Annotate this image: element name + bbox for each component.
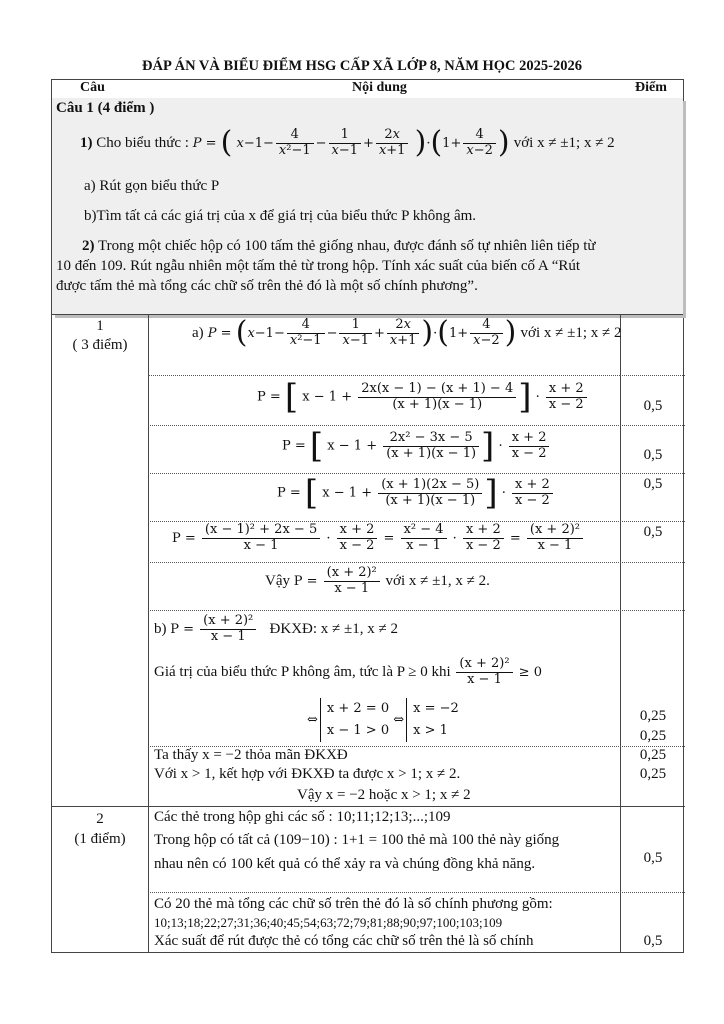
row-divider	[148, 425, 685, 426]
q2-line5: 10;13;18;22;27;31;36;40;45;54;63;72;79;81;88;90;97;100;103;109	[154, 915, 503, 930]
score-b4: 0,25	[639, 766, 667, 782]
answer-b-line2: Giá trị của biểu thức P không âm, tức là P ≥ 0 khi $\frac{\text{(x + 2)²}}{x - 1}$ ≥ 0	[154, 656, 542, 687]
answer-table	[51, 79, 684, 953]
score-b2: 0,25	[639, 728, 667, 744]
check-line: Ta thấy x = −2 thỏa mãn ĐKXĐ	[154, 747, 348, 763]
row-divider	[148, 892, 685, 893]
score-step1: 0,5	[643, 398, 663, 414]
part1-text: Cho biểu thức :	[96, 134, 189, 151]
part2-line1: Trong một chiếc hộp có 100 tấm thẻ giống nhau, được đánh số tự nhiên liên tiếp từ	[94, 238, 596, 254]
q1-label: 1	[96, 318, 104, 334]
part1-label: 1)	[80, 134, 93, 151]
question-box	[52, 98, 683, 315]
score-step3: 0,5	[643, 476, 663, 492]
q2-line6: Xác suất để rút được thẻ có tổng các chữ số trên thẻ là số chính	[154, 933, 534, 949]
answer-a-condition: với x ≠ ±1; x ≠ 2	[520, 324, 622, 341]
answer-b-systems: ⇔ x + 2 = 0 x − 1 > 0 ⇔ x = −2 x > 1	[307, 698, 459, 742]
system-2-eq1: x = −2	[413, 701, 459, 716]
system-1-eq2: x − 1 > 0	[326, 723, 390, 738]
combine-line: Với x > 1, kết hợp với ĐKXĐ ta được x > 1; x ≠ 2.	[154, 766, 461, 782]
header-noi-dung: Nội dung	[352, 80, 407, 95]
answer-b-dkxd: ĐKXĐ: x ≠ ±1, x ≠ 2	[269, 620, 398, 637]
row-divider	[148, 610, 685, 611]
conclusion-a-condition: với x ≠ ±1, x ≠ 2.	[385, 572, 490, 589]
question-part1	[80, 125, 615, 161]
system-1-eq1: x + 2 = 0	[326, 701, 390, 716]
q2-label: 2	[96, 811, 104, 827]
score-step4: 0,5	[643, 524, 663, 540]
column-divider	[148, 314, 149, 952]
step-3-formula: P = [ x − 1 + $\frac{(x + 1)(2x - 5)}{(x + 1)(x - 1)}$ ] · $\frac{x + 2}{x - 2}$	[277, 476, 555, 510]
header-cau: Câu	[80, 80, 105, 95]
conclusion-a-prefix: Vậy	[265, 572, 290, 589]
question-heading: Câu 1 (4 điểm )	[56, 100, 155, 116]
q2-line4: Có 20 thẻ mà tổng các chữ số trên thẻ đó là số chính phương gồm:	[154, 896, 553, 912]
part1-b: b)Tìm tất cả các giá trị của x để giá trị của biểu thức P không âm.	[84, 208, 477, 224]
score-q2-b: 0,5	[643, 933, 663, 949]
q2-points: (1 điểm)	[74, 831, 126, 847]
conclusion-b: Vậy x = −2 hoặc x > 1; x ≠ 2	[297, 787, 471, 803]
answer-b-condition-text: Giá trị của biểu thức P không âm, tức là P ≥ 0 khi	[154, 663, 451, 680]
answer-a-label: a)	[192, 324, 204, 341]
step-4-formula: P = $\frac{\text{(x − 1)² + 2x − 5}}{x - 1}$ · $\frac{x + 2}{x - 2}$ = $\frac{\text{x² − 4}}{x - 1}$ · $\frac{x + 2}{x - 2}$ = $\frac{\text{(x + 2)²}}{x - 1}$	[172, 523, 585, 554]
expression-p: P = ( x−1− $\frac{4}{\text{x²−1}}$ − $\frac{1}{x-1}$ + $\frac{2x}{x+1}$ )·(1+ $\frac{4}{x-2}$ )	[192, 125, 510, 161]
score-q2-a: 0,5	[643, 850, 663, 866]
q2-line2: Trong hộp có tất cả (109−10) : 1+1 = 100 thẻ mà 100 thẻ này giống	[154, 832, 560, 848]
part1-condition: với x ≠ ±1; x ≠ 2	[513, 134, 615, 151]
row-divider	[148, 473, 685, 474]
part2-line3: được tấm thẻ mà tổng các chữ số trên thẻ đó là một số chính phương”.	[56, 278, 478, 294]
conclusion-a: Vậy P = $\frac{\text{(x + 2)²}}{x - 1}$ với x ≠ ±1, x ≠ 2.	[265, 565, 490, 596]
q2-line3: nhau nên có 100 kết quả có thể xảy ra và chúng đồng khả năng.	[154, 856, 536, 872]
q2-line1: Các thẻ trong hộp ghi các số : 10;11;12;13;...;109	[154, 809, 451, 825]
part2-label: 2)	[82, 238, 95, 254]
part2-line2: 10 đến 109. Rút ngẫu nhiên một tấm thẻ từ trong hộp. Tính xác suất của biến cố A “Rút	[56, 258, 581, 274]
row-divider	[148, 562, 685, 563]
part1-a: a) Rút gọn biểu thức P	[84, 178, 220, 194]
step-2-formula: P = [ x − 1 + $\frac{\text{2x² − 3x − 5}}{(x + 1)(x - 1)}$ ] · $\frac{x + 2}{x - 2}$	[282, 429, 551, 463]
score-b1: 0,25	[639, 708, 667, 724]
answer-b-label: b)	[154, 620, 167, 637]
header-diem: Điểm	[635, 80, 667, 95]
answer-a-expression: a) P = (x−1− $\frac{4}{\text{x²−1}}$ − $\frac{1}{x-1}$ + $\frac{2x}{x+1}$ )·(1+ $\frac{4}{x-2}$ ) với x ≠ ±1; x ≠ 2	[192, 315, 622, 351]
document-title: ĐÁP ÁN VÀ BIỂU ĐIỂM HSG CẤP XÃ LỚP 8, NĂM HỌC 2025-2026	[142, 58, 582, 74]
score-step2: 0,5	[643, 447, 663, 463]
score-b3: 0,25	[639, 747, 667, 763]
answer-b-line1: b) P = $\frac{\text{(x + 2)²}}{x - 1}$ ĐKXĐ: x ≠ ±1, x ≠ 2	[154, 613, 398, 644]
row-divider	[52, 806, 685, 807]
step-1-formula: P = [ x − 1 + $\frac{2x(x - 1) - (x + 1) - 4}{(x + 1)(x - 1)}$ ] · $\frac{x + 2}{x - 2}$	[257, 380, 589, 414]
q1-points: ( 3 điểm)	[72, 337, 128, 353]
row-divider	[620, 375, 685, 376]
system-2-eq2: x > 1	[413, 723, 448, 738]
table-header	[52, 80, 683, 99]
row-divider	[148, 375, 620, 376]
question-part2	[82, 238, 596, 255]
